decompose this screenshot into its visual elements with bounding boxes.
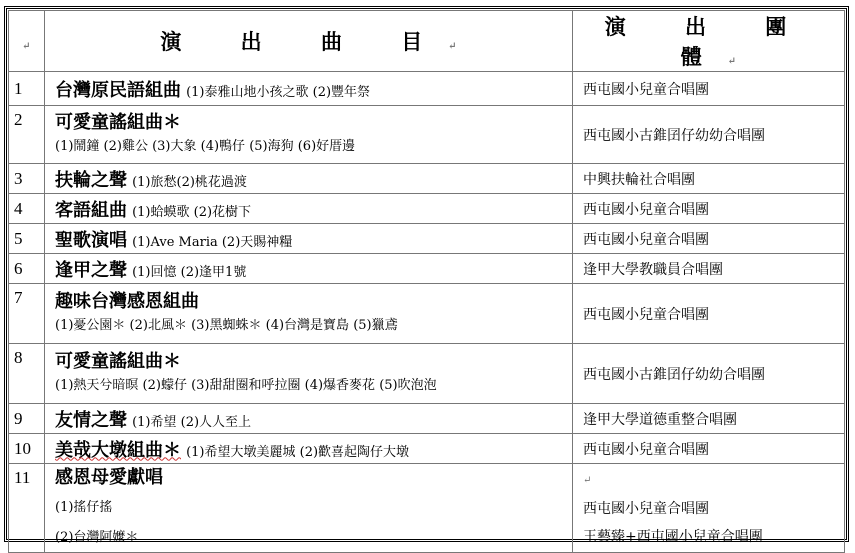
- program-title: 趣味台灣感恩組曲: [55, 290, 199, 312]
- program-items: (1)Ave Maria (2)天賜神糧: [132, 234, 293, 250]
- program-title: 感恩母愛獻唱: [55, 467, 163, 488]
- performer-cell: 中興扶輪社合唱團: [573, 164, 845, 194]
- program-title: 扶輪之聲: [55, 169, 127, 191]
- program-items: (1)憂公園＊ (2)北風＊ (3)黑蜘蛛＊ (4)台灣是寶島 (5)獵鳶: [55, 317, 398, 333]
- row-number: 5: [9, 224, 45, 254]
- program-cell: [45, 284, 573, 344]
- program-cell: [45, 224, 573, 254]
- program-items: (1)搖仔搖: [55, 500, 113, 515]
- row-number: 10: [9, 434, 45, 464]
- performer-cell: 逢甲大學教職員合唱團: [573, 254, 845, 284]
- table-row: [9, 224, 845, 254]
- header-number-cell: ↵: [9, 11, 45, 72]
- performer-cell: 西屯國小兒童合唱團: [573, 194, 845, 224]
- performer-name: 王藝臻+西屯國小兒童合唱團: [583, 529, 763, 545]
- program-title: 客語組曲: [55, 199, 127, 221]
- table-row: [9, 106, 845, 164]
- program-title: 聖歌演唱: [55, 229, 127, 251]
- performer-cell: 西屯國小兒童合唱團: [573, 224, 845, 254]
- performer-cell: 西屯國小兒童合唱團: [573, 434, 845, 464]
- row-number: 7: [9, 284, 45, 344]
- table-row: [9, 284, 845, 344]
- program-title: 友情之聲: [55, 409, 127, 431]
- program-cell: [45, 72, 573, 106]
- table-row: [9, 344, 845, 404]
- row-number: 4: [9, 194, 45, 224]
- performer-cell: ↵ 西屯國小兒童合唱團 王藝臻+西屯國小兒童合唱團: [573, 464, 845, 553]
- program-title: 可愛童謠組曲＊: [55, 350, 181, 372]
- program-items: (1)蛤蟆歌 (2)花樹下: [132, 204, 252, 220]
- table-row: [9, 404, 845, 434]
- program-title: 台灣原民語組曲: [55, 79, 181, 101]
- header-row: [9, 11, 845, 72]
- table-row: [9, 72, 845, 106]
- performer-cell: 西屯國小兒童合唱團: [573, 284, 845, 344]
- program-title: 可愛童謠組曲＊: [55, 111, 181, 133]
- table-row: [9, 164, 845, 194]
- row-number: 2: [9, 106, 45, 164]
- row-number: 8: [9, 344, 45, 404]
- table-row: [9, 434, 845, 464]
- table-row: [9, 194, 845, 224]
- header-performer: 演 出 團 體↵: [573, 11, 845, 72]
- row-number: 11: [9, 464, 45, 553]
- program-table: [8, 10, 845, 553]
- row-number: 1: [9, 72, 45, 106]
- program-cell: [45, 106, 573, 164]
- program-items: (1)希望大墩美麗城 (2)歡喜起陶仔大墩: [186, 444, 410, 460]
- performer-cell: 西屯國小古錐囝仔幼幼合唱團: [573, 106, 845, 164]
- row-number: 9: [9, 404, 45, 434]
- program-items: (1)熱天兮暗暝 (2)蠓仔 (3)甜甜圈和呼拉圈 (4)爆香麥花 (5)吹泡泡: [55, 377, 437, 393]
- program-cell: [45, 164, 573, 194]
- program-cell: [45, 344, 573, 404]
- program-cell: [45, 194, 573, 224]
- program-items: (1)鬧鐘 (2)雞公 (3)大象 (4)鴨仔 (5)海狗 (6)好厝邊: [55, 138, 356, 154]
- table-row: [9, 254, 845, 284]
- program-items: (2)台灣阿嬤＊: [55, 530, 139, 545]
- performer-cell: 西屯國小兒童合唱團: [573, 72, 845, 106]
- program-title: 美哉大墩組曲＊: [55, 439, 181, 461]
- performer-name: 西屯國小兒童合唱團: [583, 501, 709, 517]
- row-number: 3: [9, 164, 45, 194]
- program-cell: [45, 434, 573, 464]
- header-program: 演 出 曲 目↵: [45, 11, 573, 72]
- program-cell: [45, 254, 573, 284]
- program-items: (1)回憶 (2)逢甲1號: [132, 264, 247, 280]
- performer-cell: 西屯國小古錐囝仔幼幼合唱團: [573, 344, 845, 404]
- program-items: (1)泰雅山地小孩之歌 (2)豐年祭: [186, 84, 371, 100]
- row-number: 6: [9, 254, 45, 284]
- program-cell: [45, 404, 573, 434]
- table-row: [9, 464, 845, 553]
- program-title: 逢甲之聲: [55, 259, 127, 281]
- performer-cell: 逢甲大學道德重整合唱團: [573, 404, 845, 434]
- program-cell: [45, 464, 573, 553]
- program-items: (1)希望 (2)人人至上: [132, 414, 252, 430]
- program-items: (1)旅愁(2)桃花過渡: [132, 174, 247, 190]
